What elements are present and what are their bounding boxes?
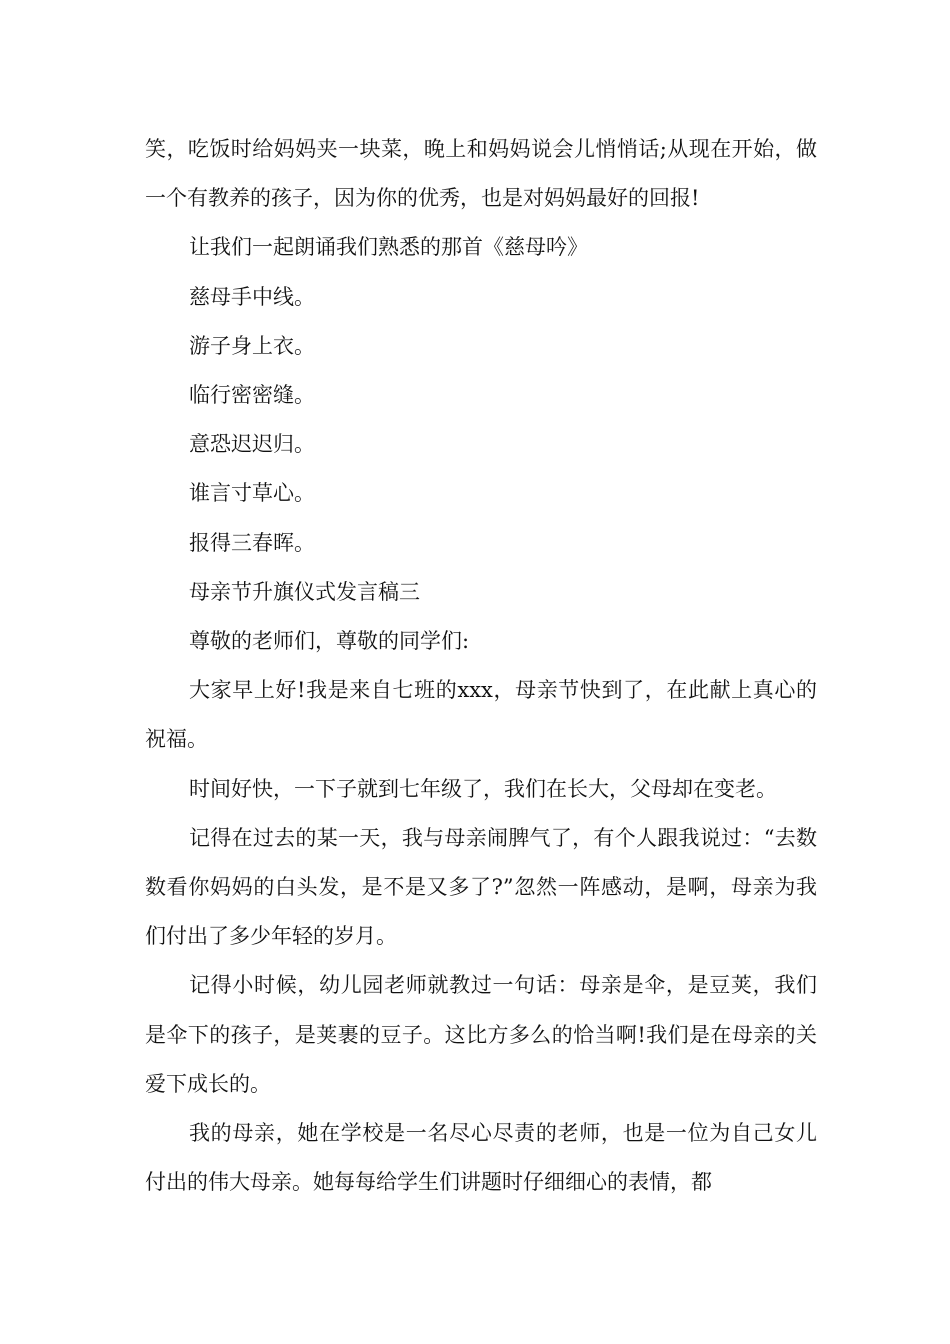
paragraph-continuation: 笑，吃饭时给妈妈夹一块菜，晚上和妈妈说会儿悄悄话;从现在开始，做一个有教养的孩子，因为你的优秀，也是对妈妈最好的回报! — [145, 137, 817, 211]
poem-line-3: 临行密密缝。 — [189, 383, 315, 408]
poem-line-2: 游子身上衣。 — [189, 333, 315, 358]
poem-line-6: 报得三春晖。 — [189, 530, 315, 555]
paragraph-my-mother: 我的母亲，她在学校是一名尽心尽责的老师，也是一位为自己女儿付出的伟大母亲。她每每给学生们讲题时仔细细心的表情，都 — [145, 1121, 817, 1195]
poem-line-5: 谁言寸草心。 — [189, 481, 315, 506]
paragraph-poem-intro: 让我们一起朗诵我们熟悉的那首《慈母吟》 — [189, 235, 588, 260]
section-title: 母亲节升旗仪式发言稿三 — [189, 579, 420, 604]
salutation: 尊敬的老师们，尊敬的同学们: — [189, 629, 470, 654]
paragraph-memory: 记得在过去的某一天，我与母亲闹脾气了，有个人跟我说过：“去数数看你妈妈的白头发，是不是又多了?”忽然一阵感动，是啊，母亲为我们付出了多少年轻的岁月。 — [145, 825, 817, 949]
paragraph-greeting: 大家早上好!我是来自七班的xxx，母亲节快到了，在此献上真心的祝福。 — [145, 678, 817, 752]
paragraph-time: 时间好快，一下子就到七年级了，我们在长大，父母却在变老。 — [189, 776, 777, 801]
document-body — [145, 125, 817, 1207]
paragraph-kindergarten: 记得小时候，幼儿园老师就教过一句话：母亲是伞，是豆荚，我们是伞下的孩子，是荚裹的豆子。这比方多么的恰当啊!我们是在母亲的关爱下成长的。 — [145, 973, 817, 1096]
poem-line-4: 意恐迟迟归。 — [189, 432, 315, 457]
poem-line-1: 慈母手中线。 — [189, 284, 315, 309]
